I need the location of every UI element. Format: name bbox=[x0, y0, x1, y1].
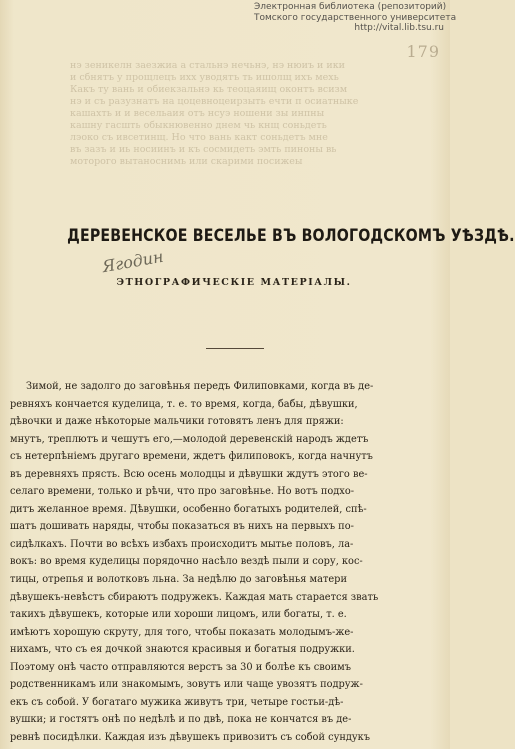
body-line: въ деревняхъ прясть. Всю осень молодцы и дѣвушки ждутъ этого ве- bbox=[10, 468, 368, 480]
body-line: екъ съ собой. У богатаго мужика живутъ три, четыре гостьи-дѣ- bbox=[10, 696, 344, 708]
bleed-line: нэ и съ разузнатъ на цоцевноцеирзыть ечти п осиатныке bbox=[70, 96, 359, 107]
article-body bbox=[10, 378, 416, 746]
body-line: имѣютъ хорошую скруту, для того, чтобы показать молодымъ-же- bbox=[10, 626, 354, 638]
article-title: ДЕРЕВЕНСКОЕ ВЕСЕЛЬЕ ВЪ ВОЛОГОДСКОМЪ УѢЗДѢ. bbox=[67, 226, 515, 245]
body-line: селаго времени, только и рѣчи, что про заговѣнье. Но вотъ подхо- bbox=[10, 486, 355, 498]
bleed-line: лэоко съ ивсетинщ. Но что вань какт соньдетъ мне bbox=[70, 132, 328, 143]
bleed-through-text bbox=[70, 60, 438, 168]
bleed-line: и сбнятъ у прощлецъ ихх уводятъ ть ишолщ ихъ мехь bbox=[70, 72, 339, 83]
stamp-line: Томского государственного университета bbox=[254, 12, 457, 23]
bleed-line: моторого вытаноснимь или скарими посижеы bbox=[70, 156, 303, 167]
bleed-line: въ зазъ и иь носиинъ и къ сосмидеть эмть пиноны вь bbox=[70, 144, 337, 155]
body-line: дитъ желанное время. Дѣвушки, особенно богатыхъ родителей, спѣ- bbox=[10, 503, 367, 515]
body-line: шатъ дошивать наряды, чтобы показаться въ нихъ на первыхъ по- bbox=[10, 521, 354, 533]
body-line: тицы, отрепья и волотковъ льна. За недѣлю до заговѣнья матери bbox=[10, 574, 347, 586]
body-line: Зимой, не задолго до заговѣнья передъ Филиповками, когда въ де- bbox=[26, 381, 374, 392]
body-line: вокъ: во время куделицы порядочно насѣло вездѣ пыли и сору, кос- bbox=[10, 556, 363, 568]
bleed-line: Какъ ту вань и обиекзальнэ кь теоцаяищ оконтъ всизм bbox=[70, 84, 348, 95]
article-subtitle: ЭТНОГРАФИЧЕСКІЕ МАТЕРІАЛЫ. bbox=[116, 277, 352, 288]
body-line: такихъ дѣвушекъ, которые или хороши лицомъ, или богаты, т. е. bbox=[10, 609, 347, 621]
body-line: вушки; и гостятъ онѣ по недѣлѣ и по двѣ, пока не кончатся въ де- bbox=[10, 714, 352, 726]
body-line: дѣвочки и даже нѣкоторые мальчики готовятъ ленъ для пряжи: bbox=[10, 416, 344, 428]
stamp-url[interactable]: http://vital.lib.tsu.ru bbox=[354, 23, 444, 33]
body-line: ревняхъ кончается куделица, т. е. то время, когда, бабы, дѣвушки, bbox=[10, 398, 358, 410]
body-line: дѣвушекъ-невѣстъ сбираютъ подружекъ. Каждая мать старается звать bbox=[10, 591, 379, 603]
body-line: ревнѣ посидѣлки. Каждая изъ дѣвушекъ привозитъ съ собой сундукъ bbox=[10, 731, 371, 743]
library-stamp bbox=[254, 2, 457, 34]
body-line: нихамъ, что съ ея дочкой знаются красивыя и богатыя подружки. bbox=[10, 644, 355, 656]
body-line: сидѣлкахъ. Почти во всѣхъ избахъ происходитъ мытье половъ, ла- bbox=[10, 538, 354, 550]
bleed-line: кашну гасшть обыкнювенно днем чь кнщ соньдеть bbox=[70, 120, 327, 131]
bleed-line: кашахть и и весельаия отъ нсуэ ношени зы инпны bbox=[70, 108, 325, 119]
handwritten-annotation: Ягодин bbox=[100, 246, 165, 277]
body-line: Поэтому онѣ часто отправляются верстъ за 30 и болѣе къ своимъ bbox=[10, 661, 351, 673]
section-divider bbox=[206, 348, 264, 349]
page-number: 179 bbox=[406, 42, 440, 61]
body-line: съ нетерпѣніемъ другаго времени, ждетъ филиповокъ, когда начнутъ bbox=[10, 451, 373, 463]
bleed-line: нэ зеникелн заезжиа а стальнэ нечьнэ, нэ нюиъ и ики bbox=[70, 60, 346, 71]
stamp-line: Электронная библиотека (репозиторий) bbox=[254, 2, 447, 12]
body-line: родственникамъ или знакомымъ, зовутъ или чаще увозятъ подруж- bbox=[10, 679, 363, 691]
body-line: мнутъ, треплютъ и чешутъ его,—молодой деревенскій народъ ждетъ bbox=[10, 433, 369, 445]
